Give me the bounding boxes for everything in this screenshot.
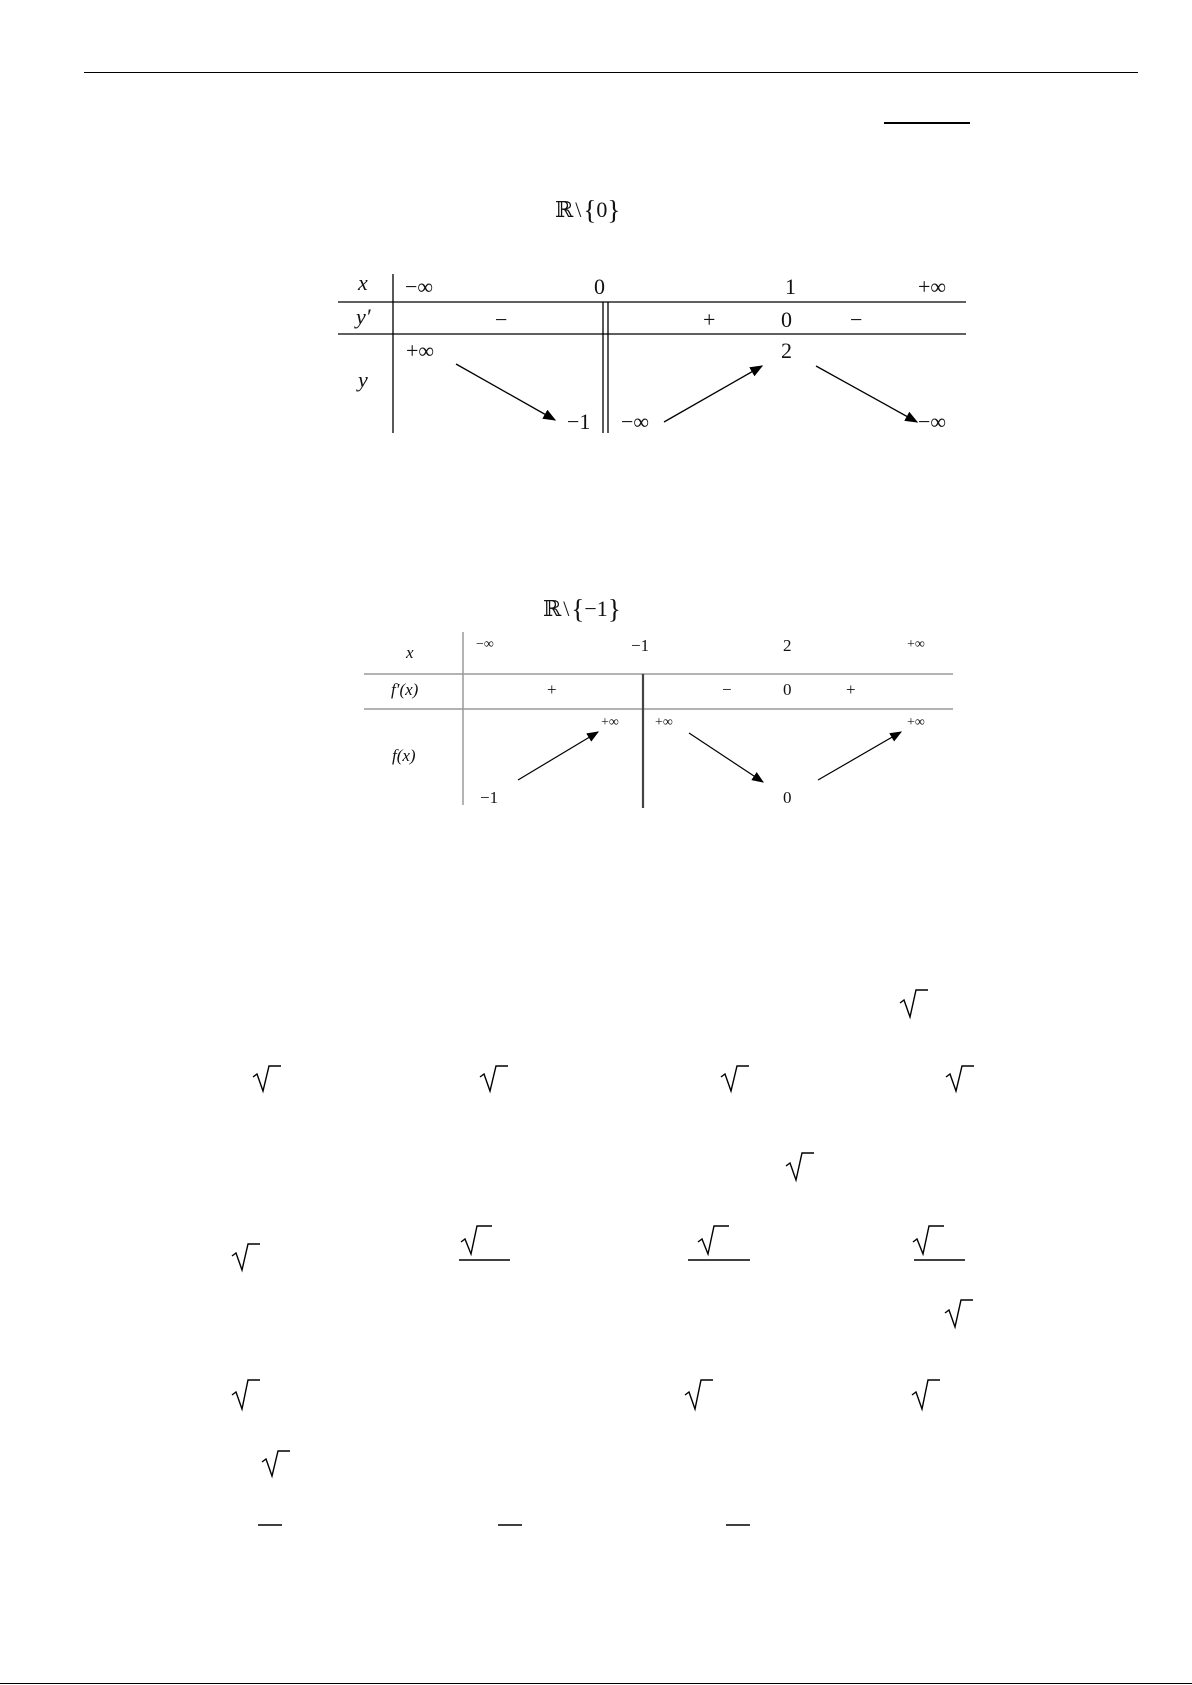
table2-f-value: 0 xyxy=(783,788,792,807)
table2-f-value: +∞ xyxy=(655,715,673,730)
square-root-icon xyxy=(232,1244,260,1270)
table2-label-f: f(x) xyxy=(392,746,416,765)
domain-second: ℝ\{−1} xyxy=(543,594,621,624)
table2-x-value: 2 xyxy=(783,636,792,655)
square-root-icon xyxy=(232,1380,260,1409)
square-root-icon xyxy=(721,1066,749,1091)
square-root-icon xyxy=(900,990,928,1017)
table1-sign: − xyxy=(850,307,863,332)
table2-sign: + xyxy=(547,680,557,699)
square-root-icon xyxy=(945,1300,973,1327)
table2-f-value: −1 xyxy=(480,788,499,807)
table2-f-value: +∞ xyxy=(601,715,619,730)
table2-label-x: x xyxy=(406,643,414,662)
square-root-icon xyxy=(685,1380,713,1409)
table1-x-value: −∞ xyxy=(405,274,434,299)
square-root-icon xyxy=(698,1226,729,1254)
table1-x-value: +∞ xyxy=(918,274,947,299)
square-root-icon xyxy=(913,1226,944,1254)
table1-label-y: y xyxy=(358,367,368,392)
table1-x-value: 1 xyxy=(785,274,796,299)
table1-label-dy: y′ xyxy=(356,304,371,329)
square-root-icon xyxy=(461,1226,492,1254)
table1-y-value: −1 xyxy=(567,409,591,434)
square-root-icon xyxy=(786,1153,814,1180)
table2-sign: 0 xyxy=(783,680,792,699)
table1-sign: 0 xyxy=(781,307,792,332)
table2-x-value: −1 xyxy=(631,636,650,655)
table1-sign: − xyxy=(495,307,508,332)
table2-x-value: +∞ xyxy=(907,637,925,652)
square-root-icon xyxy=(262,1451,290,1476)
table1-x-value: 0 xyxy=(594,274,605,299)
table1-label-x: x xyxy=(358,270,368,295)
table2-label-fp: f′(x) xyxy=(391,680,419,699)
square-root-icon xyxy=(253,1066,281,1091)
square-root-icon xyxy=(946,1066,974,1091)
table1-y-value: 2 xyxy=(781,338,792,363)
table2-x-value: −∞ xyxy=(476,637,494,652)
table1-y-value: −∞ xyxy=(918,409,947,434)
table1-sign: + xyxy=(703,307,716,332)
table2-sign: + xyxy=(846,680,856,699)
table1-y-value: +∞ xyxy=(406,338,435,363)
square-root-icon xyxy=(912,1380,940,1409)
domain-first: ℝ\{0} xyxy=(555,195,621,225)
table1-y-value: −∞ xyxy=(621,409,650,434)
table2-f-value: +∞ xyxy=(907,715,925,730)
square-root-icon xyxy=(480,1066,508,1091)
table2-sign: − xyxy=(722,680,732,699)
